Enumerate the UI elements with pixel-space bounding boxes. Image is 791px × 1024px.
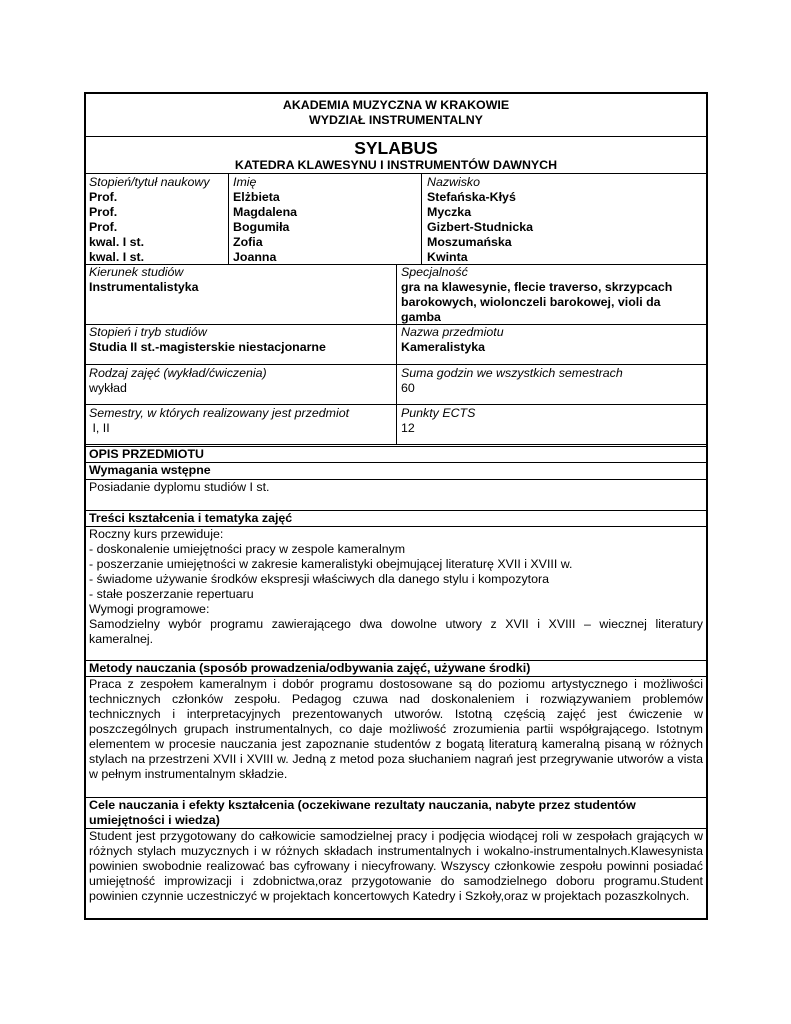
degree-label: Stopień/tytuł naukowy [89,175,210,189]
teachers-first-name-column [233,175,418,265]
teacher-first-name: Zofia [233,235,263,249]
semesters-label: Semestry, w których realizowany jest przedmiot [89,406,350,420]
study-level-label: Stopień i tryb studiów [89,325,207,339]
subject-name-label: Nazwa przedmiotu [401,325,504,339]
teacher-last-name: Kwinta [427,250,468,264]
first-name-label: Imię [233,175,257,189]
specialty-label: Specjalność [401,265,468,279]
semesters-cell [89,406,389,436]
methods-heading-cell [89,661,699,676]
specialty-value: gamba [401,310,441,324]
subject-name-value: Kameralistyka [401,340,486,354]
specialty-cell [401,265,701,325]
class-type-label: Rodzaj zajęć (wykład/ćwiczenia) [89,366,267,380]
content-line: Roczny kurs przewiduje: [89,527,224,541]
methods-text: Praca z zespołem kameralnym i dobór programu dostosowane są do poziomu artystycznego i możliwości technicznych członków zespołu. Pedagog czuwa nad doskonaleniem i rozwiązywaniem problemów technicznych i interpretacyjnych prezentowanych utworów. Istotną częścią zajęć jest ćwiczenie w poszczególnych grupach instrumentalnych, co daje możliwość zrozumienia partii współgrającego. Istotnym elementem w procesie nauczania jest zapoznanie studentów z bogatą literaturą kameralną pisaną w różnych stylach na przestrzeni XVII i XVIII w. Jedną z metod poza słuchaniem nagrań jest przegrywanie utworów a vista w pełnym instrumentalnym składzie. [89,677,703,781]
content-line: - poszerzanie umiejętności w zakresie kameralistyki obejmującej literaturę XVII i XVIII w. [89,557,573,571]
teacher-last-name: Moszumańska [427,235,512,249]
academy-name: AKADEMIA MUZYCZNA W KRAKOWIE [282,98,510,112]
content-line: - świadome używanie środków ekspresji właściwych dla danego stylu i kompozytora [89,572,550,586]
total-hours-label: Suma godzin we wszystkich semestrach [401,366,623,380]
content-line: - doskonalenie umiejętności pracy w zespole kameralnym [89,542,406,556]
header-block [86,98,706,134]
study-level-value: Studia II st.-magisterskie niestacjonarne [89,340,326,354]
field-of-study-cell [89,265,389,295]
content-line: Wymogi programowe: [89,602,210,616]
content-line: - stałe poszerzanie repertuaru [89,587,254,601]
last-name-label: Nazwisko [427,175,481,189]
teacher-first-name: Joanna [233,250,277,264]
ects-value: 12 [401,421,415,435]
prerequisites-heading-cell [89,463,699,478]
description-heading: OPIS PRZEDMIOTU [89,447,204,461]
methods-heading: Metody nauczania (sposób prowadzenia/odbywania zajęć, używane środki) [89,661,531,675]
teacher-degree: Prof. [89,190,118,204]
methods-text-cell [89,677,703,782]
field-of-study-value: Instrumentalistyka [89,280,199,294]
teacher-last-name: Myczka [427,205,472,219]
description-heading-cell [89,447,699,462]
ects-label: Punkty ECTS [401,406,476,420]
specialty-value: barokowych, wiolonczeli barokowej, violi da [401,295,661,309]
ects-cell [401,406,701,436]
total-hours-value: 60 [401,381,415,395]
prerequisites-text: Posiadanie dyplomu studiów I st. [89,480,270,494]
teacher-last-name: Gizbert-Studnicka [427,220,534,234]
semesters-value: I, II [89,421,110,435]
goals-heading: Cele nauczania i efekty kształcenia (oczekiwane rezultaty nauczania, nabyte przez studentów [89,798,636,812]
subject-name-cell [401,325,701,355]
goals-heading-cell [89,798,699,828]
content-text-cell [89,527,703,647]
content-paragraph: Samodzielny wybór programu zawierającego dwa dowolne utwory z XVII i XVIII – wiecznej literatury kameralnej. [89,617,703,646]
prerequisites-text-cell [89,480,699,495]
faculty-name: WYDZIAŁ INSTRUMENTALNY [309,113,483,127]
teacher-degree: Prof. [89,205,118,219]
goals-text: Student jest przygotowany do całkowicie samodzielnej pracy i podjęcia wiodącej roli w zespołach grających w różnych stylach muzycznych i w różnych składach instrumentalnych i wokalno-instrumentalnych.Klawesynista powinien swobodnie realizować bas cyfrowany i niecyfrowany. Wszyscy członkowie zespołu powinni posiadać umiejętność improwizacji i zdobnictwa,oraz przygotowanie do samodzielnego doboru programu.Student powinien czynnie uczestniczyć w projektach koncertowych Katedry i Szkoły,oraz w projektach pozaszkolnych. [89,829,703,903]
teacher-degree: kwal. I st. [89,250,145,264]
goals-text-cell [89,829,703,904]
study-level-cell [89,325,389,355]
teacher-first-name: Bogumiła [233,220,290,234]
title-block [86,138,706,174]
class-type-cell [89,366,389,396]
teacher-last-name: Stefańska-Kłyś [427,190,516,204]
teachers-last-name-column [427,175,697,265]
teachers-degree-column [89,175,224,265]
teacher-degree: Prof. [89,220,118,234]
content-heading: Treści kształcenia i tematyka zajęć [89,511,293,525]
prerequisites-heading: Wymagania wstępne [89,463,211,477]
class-type-value: wykład [89,381,127,395]
teacher-degree: kwal. I st. [89,235,145,249]
total-hours-cell [401,366,701,396]
specialty-value: gra na klawesynie, flecie traverso, skrzypcach [401,280,673,294]
teacher-first-name: Elżbieta [233,190,280,204]
teacher-first-name: Magdalena [233,205,298,219]
content-heading-cell [89,511,699,526]
department-name: KATEDRA KLAWESYNU I INSTRUMENTÓW DAWNYCH [234,158,558,172]
goals-heading: umiejętności i wiedza) [89,813,220,827]
page-title: SYLABUS [354,138,438,158]
field-of-study-label: Kierunek studiów [89,265,184,279]
